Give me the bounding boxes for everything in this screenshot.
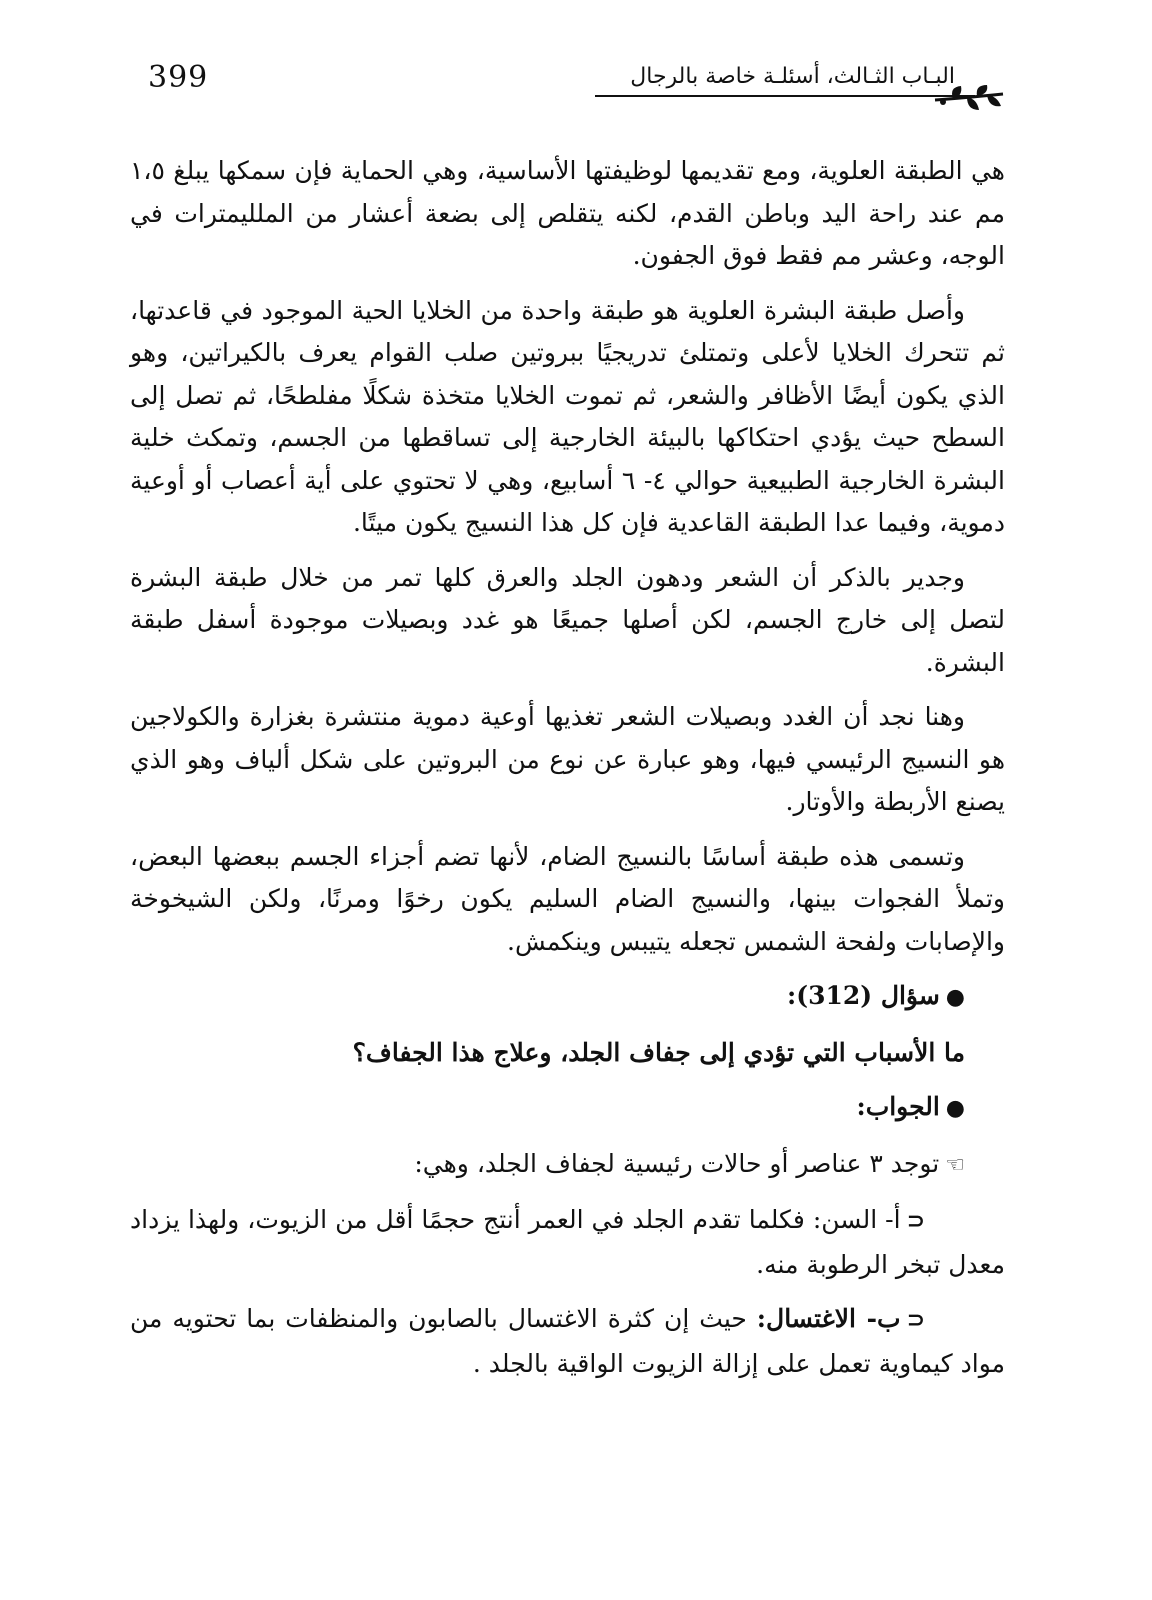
- body-text: [130, 150, 1005, 1397]
- header-rule: [595, 95, 975, 97]
- answer-item-text: فكلما تقدم الجلد في العمر أنتج حجمًا أقل من الزيوت، ولهذا يزداد معدل تبخر الرطوبة منه.: [130, 1205, 1005, 1279]
- answer-item-washing: [130, 1298, 1005, 1385]
- answer-item-term: أ- السن:: [812, 1205, 901, 1234]
- paragraph-hair-glands: وجدير بالذكر أن الشعر ودهون الجلد والعرق كلها تمر من خلال طبقة البشرة لتصل إلى خارج الجسم، لكن أصلها جميعًا هو غدد وبصيلات موجودة أسفل طبقة البشرة.: [130, 562, 1005, 677]
- page-number: 399: [148, 60, 209, 95]
- answer-item-age: [130, 1199, 1005, 1286]
- question-label: سؤال (312):: [787, 981, 940, 1010]
- running-title: البـاب الثـالث، أسئلـة خاصة بالرجال: [630, 64, 955, 89]
- apple-icon: ●: [945, 1096, 965, 1121]
- apple-icon: ●: [945, 985, 965, 1010]
- answer-intro-text: توجد ٣ عناصر أو حالات رئيسية لجفاف الجلد، وهي:: [414, 1148, 940, 1178]
- answer-label: الجواب:: [856, 1092, 940, 1121]
- answer-item-term: ب- الاغتسال:: [756, 1304, 901, 1333]
- leaf-ornament-icon: [933, 84, 1005, 114]
- paragraph-collagen: وهنا نجد أن الغدد وبصيلات الشعر تغذيها أوعية دموية منتشرة بغزارة والكولاجين هو النسيج الرئيسي فيها، وهو عبارة عن نوع من البروتين على شكل ألياف وهو الذي يصنع الأربطة والأوتار.: [130, 702, 1005, 816]
- paragraph-connective-tissue: وتسمى هذه طبقة أساسًا بالنسيج الضام، لأنها تضم أجزاء الجسم ببعضها البعض، وتملأ الفجوات بينها، والنسيج الضام السليم يكون رخوًا ومرنًا، ولكن الشيخوخة والإصابات ولفحة الشمس تجعله يتيبس وينكمش.: [130, 841, 1005, 956]
- page-header: [130, 58, 1005, 128]
- answer-heading: [130, 1086, 1005, 1131]
- answer-item-text: حيث إن كثرة الاغتسال بالصابون والمنظفات بما تحتويه من مواد كيماوية تعمل على إزالة الزيوت الواقية بالجلد .: [130, 1304, 1005, 1378]
- c-bullet-icon: ⊂: [906, 1209, 925, 1234]
- pointing-hand-icon: ☜: [945, 1152, 965, 1178]
- question-heading: [130, 975, 1005, 1020]
- answer-intro: [130, 1143, 1005, 1188]
- c-bullet-icon: ⊂: [906, 1308, 925, 1333]
- paragraph-epidermis-origin: وأصل طبقة البشرة العلوية هو طبقة واحدة من الخلايا الحية الموجود في قاعدتها، ثم تتحرك الخلايا لأعلى وتمتلئ تدريجيًا ببروتين صلب القوام يعرف بالكيراتين، وهو الذي يكون أيضًا الأظافر والشعر، ثم تموت الخلايا متخذة شكلًا مفلطحًا، ثم تصل إلى السطح حيث يؤدي احتكاكها بالبيئة الخارجية إلى تساقطها من الجسم، وتمكث خلية البشرة الخارجية الطبيعية حوالي ٤- ٦ أسابيع، وهي لا تحتوي على أية أعصاب أو أوعية دموية، وفيما عدا الطبقة القاعدية فإن كل هذا النسيج يكون ميتًا.: [130, 295, 1005, 537]
- question-text: ما الأسباب التي تؤدي إلى جفاف الجلد، وعلاج هذا الجفاف؟: [352, 1037, 965, 1067]
- paragraph-epidermis-thickness: هي الطبقة العلوية، ومع تقديمها لوظيفتها الأساسية، وهي الحماية فإن سمكها يبلغ ١،٥ مم عند راحة اليد وباطن القدم، لكنه يتقلص إلى بضعة أعشار من الملليمترات في الوجه، وعشر مم فقط فوق الجفون.: [130, 156, 1005, 270]
